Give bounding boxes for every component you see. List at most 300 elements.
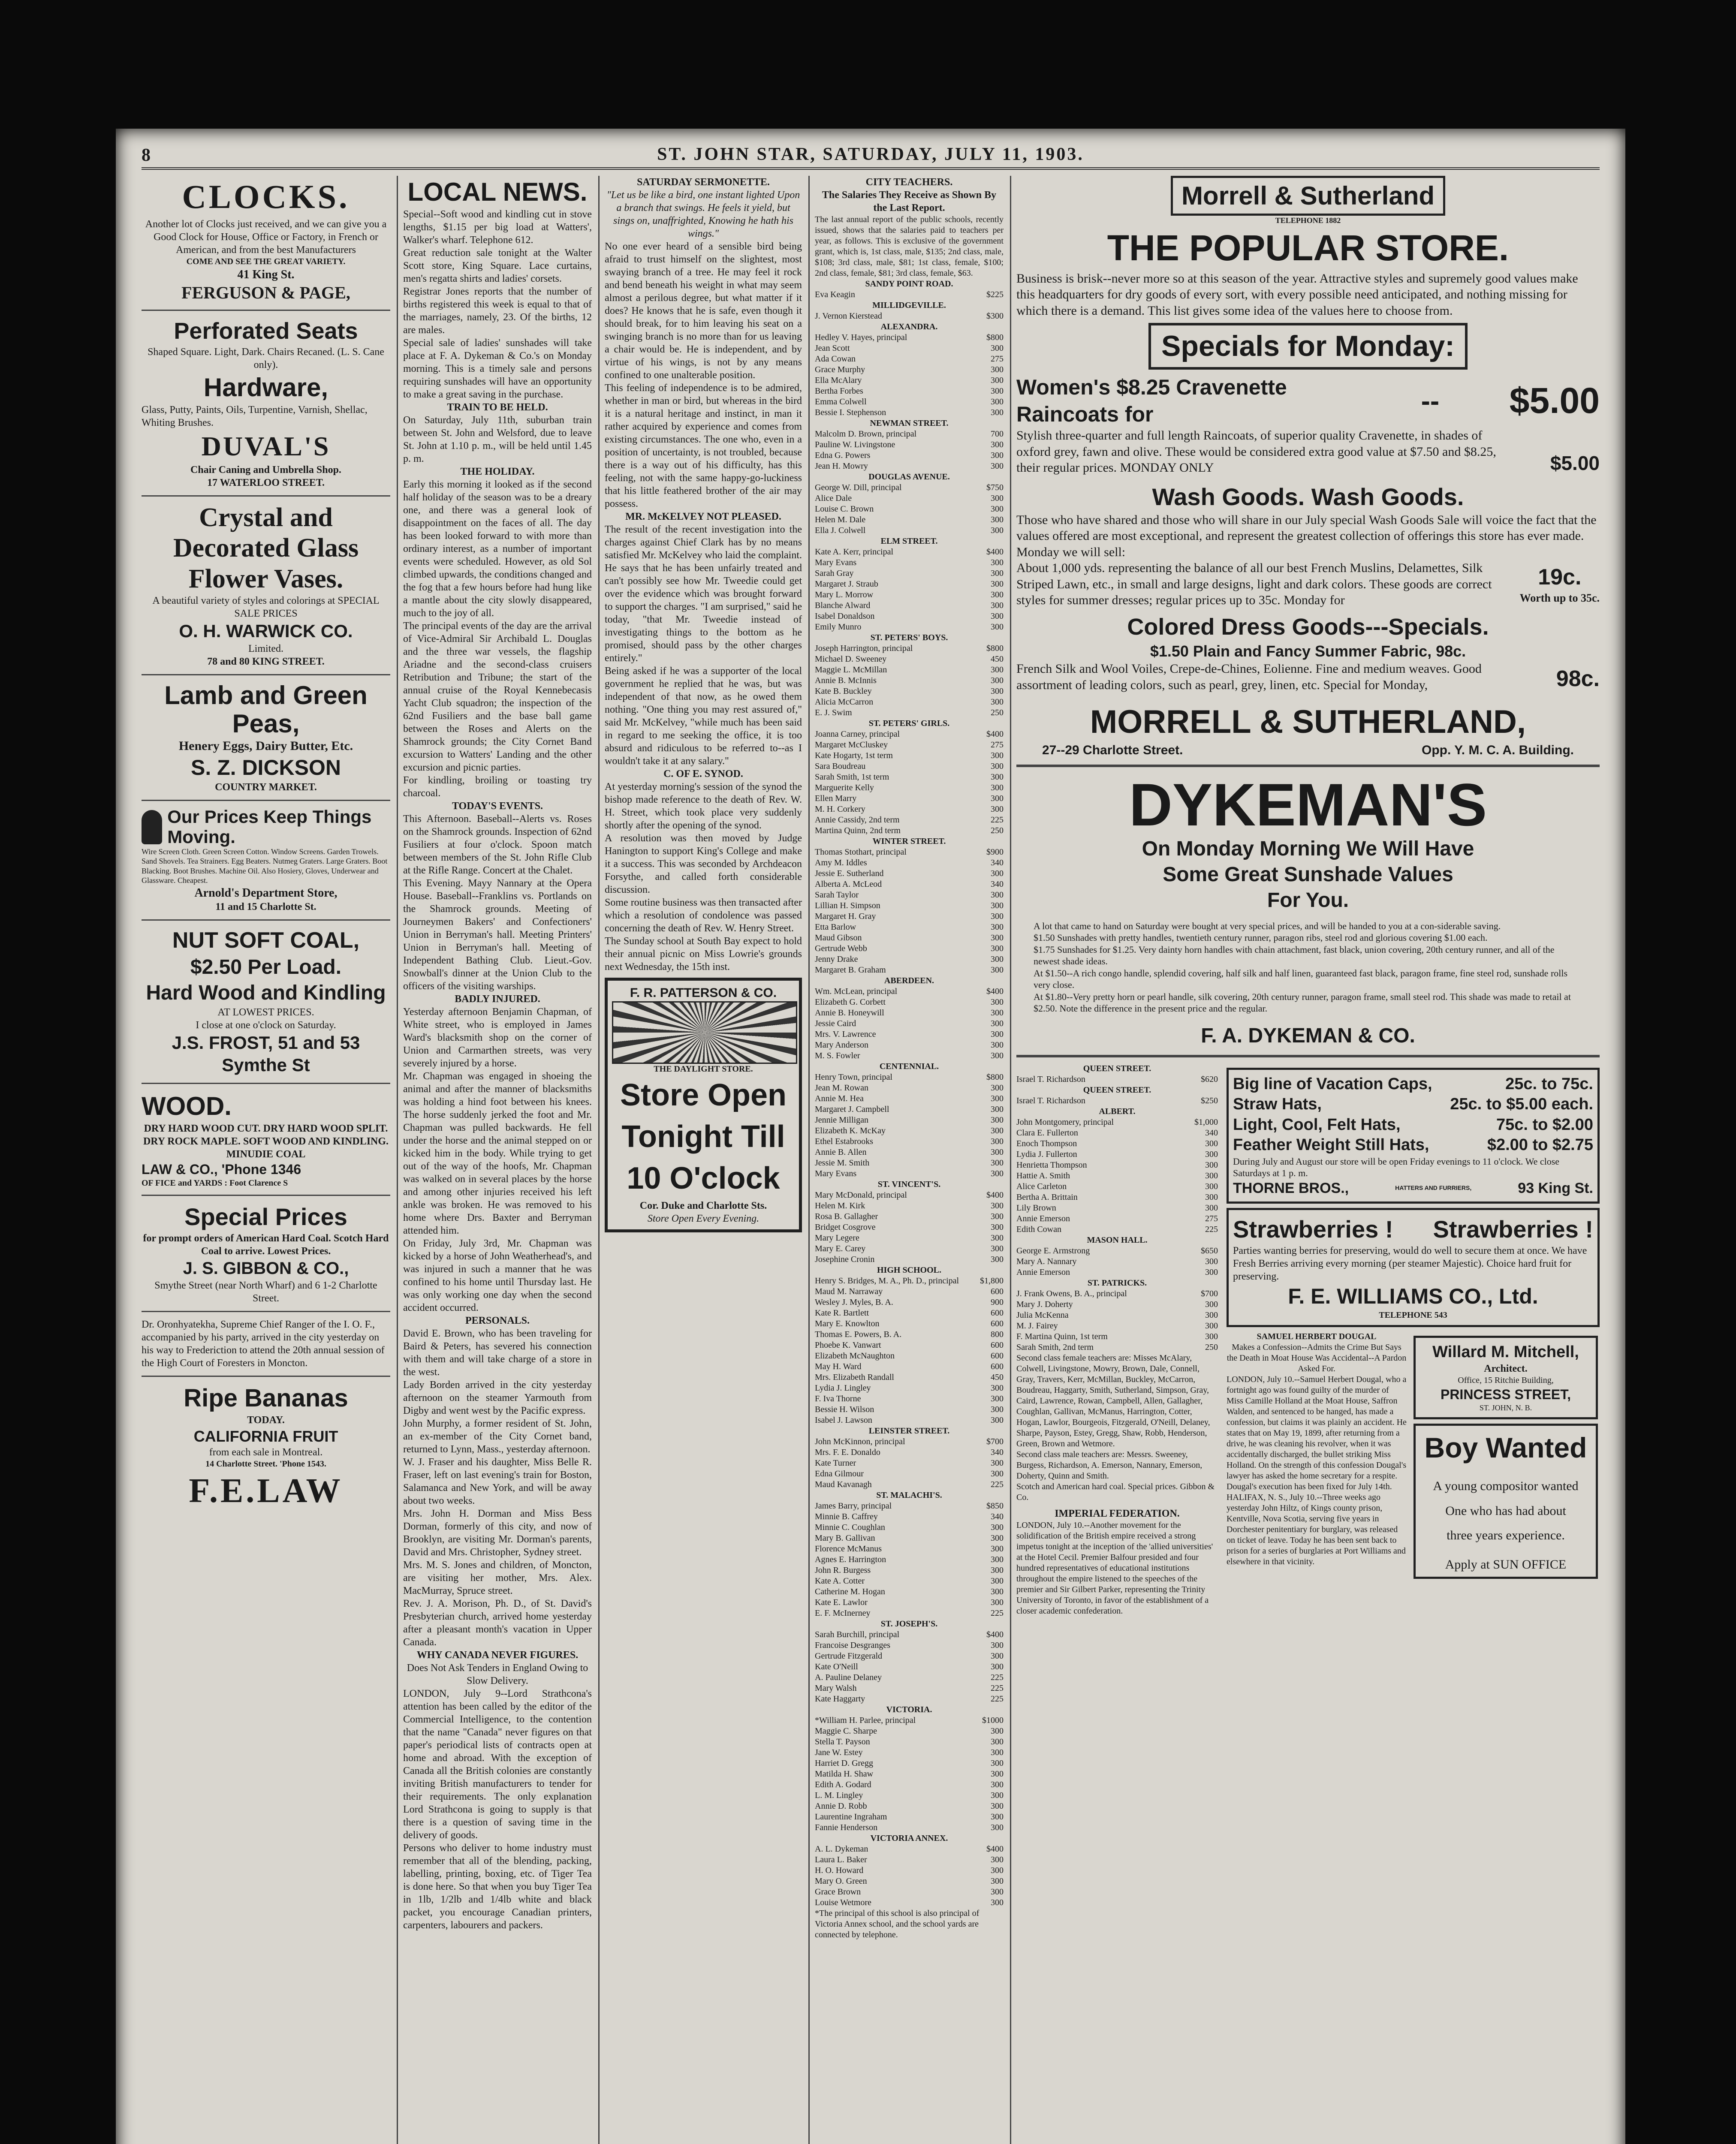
- heading-events: TODAY'S EVENTS.: [452, 801, 543, 812]
- teacher-row: [815, 1051, 1004, 1061]
- teacher-salary: $850: [986, 1501, 1004, 1511]
- wood-title: WOOD.: [142, 1091, 232, 1120]
- teacher-name: Kate O'Neill: [815, 1662, 858, 1671]
- local-news-p13: On Friday, July 3rd, Mr. Chapman was kicked by a horse of John Weatherhead's, and was injured in such a manner that he was confined to his home until Thursday last. He was only working one day when the second accident occurred.: [403, 1238, 592, 1313]
- teacher-salary: $300: [986, 311, 1004, 321]
- teacher-salary: 300: [991, 1255, 1004, 1264]
- teacher-row: [815, 1865, 1004, 1876]
- teacher-name: Israel T. Richardson: [1016, 1096, 1085, 1105]
- teacher-row: [815, 793, 1004, 804]
- heading-dougal: SAMUEL HERBERT DOUGAL: [1257, 1331, 1377, 1341]
- teacher-row: [815, 1018, 1004, 1029]
- perforated-seats-body: Shaped Square. Light, Dark. Chairs Recaned. (L. S. Cane only).: [148, 346, 384, 370]
- teacher-name: J. Frank Owens, B. A., principal: [1016, 1289, 1127, 1298]
- teacher-name: Alice Dale: [815, 494, 852, 503]
- column-teachers: [815, 176, 1004, 2144]
- divider: [142, 495, 390, 497]
- teacher-salary: 300: [991, 1651, 1004, 1661]
- teacher-name: Fannie Henderson: [815, 1823, 878, 1832]
- teacher-salary: $620: [1201, 1074, 1218, 1084]
- teacher-row: [815, 1544, 1004, 1554]
- teacher-name: Phoebe K. Vanwart: [815, 1340, 881, 1350]
- teacher-salary: 300: [991, 687, 1004, 696]
- teacher-salary: 300: [991, 579, 1004, 589]
- dougal-body: LONDON, July 10.--Samuel Herbert Dougal, who a fortnight ago was found guilty of the murder of Miss Camille Holland at the Moat House, Saffron Walden, and sentenced to be hanged, has made a confession, but claims it was plainly an accident. He states that on May 19, 1899, after returning from a drive, he was cleaning his revolver, when it was accidentally discharged, the bullet striking Miss Holland. On the strength of this confession Dougal's lawyer has asked the home secretary for a respite. Dougal's execution has been fixed for July 14th.: [1227, 1374, 1407, 1491]
- teacher-salary: 600: [991, 1319, 1004, 1328]
- teacher-name: Grace Murphy: [815, 365, 865, 374]
- thorne-item-label: Straw Hats,: [1233, 1095, 1322, 1113]
- dykeman-p1: A lot that came to hand on Saturday were bought at very special prices, and will be handed to you at a con-siderable saving.: [1034, 920, 1501, 931]
- teacher-row: [815, 1093, 1004, 1104]
- teacher-name: Edith Cowan: [1016, 1224, 1061, 1234]
- teacher-name: Stella T. Payson: [815, 1737, 870, 1747]
- teacher-row: [815, 1629, 1004, 1640]
- teacher-row: [815, 1211, 1004, 1222]
- teacher-row: [815, 1576, 1004, 1587]
- teacher-salary: 300: [991, 1876, 1004, 1886]
- store-open-headline: Store Open Tonight Till 10 O'clock: [620, 1078, 787, 1195]
- teacher-salary: 300: [991, 762, 1004, 771]
- teacher-name: Thomas E. Powers, B. A.: [815, 1330, 902, 1339]
- teacher-row: [815, 1769, 1004, 1780]
- teacher-name: Kate Haggarty: [815, 1694, 865, 1704]
- duval-title: DUVAL'S: [201, 431, 331, 461]
- teacher-salary: $750: [986, 483, 1004, 492]
- teacher-name: Agnes E. Harrington: [815, 1555, 886, 1564]
- local-news-p7: The principal events of the day are the arrival of Vice-Admiral Sir Archibald L. Douglas and the three war vessels, the flagship Ariadne and the second-class cruisers Retribution and Tribune; the start of the annual cruise of the Royal Kennebecasis Yacht Club squadron; the inspection of the 62nd Fusiliers and the base ball game between the Roses and Alerts on the Shamrock grounds; the City Cornet Band excursion to Watters' Landing and the other excursion and picnic parties.: [403, 620, 592, 773]
- colored-goods-title: Colored Dress Goods---Specials.: [1127, 614, 1489, 640]
- teacher-salary: 300: [991, 772, 1004, 782]
- teacher-name: Mary Anderson: [815, 1040, 868, 1050]
- thorne-ad: [1227, 1068, 1600, 1204]
- teacher-salary: 300: [991, 933, 1004, 943]
- teacher-salary: 300: [991, 611, 1004, 621]
- synod-p2: A resolution was then moved by Judge Hanington to support King's College and make it a success. This was seconded by Archdeacon Forsythe, and called forth considerable discussion.: [605, 833, 802, 895]
- sermonette-p2: This feeling of independence is to be admired, whether in man or bird, but whereas in the bird it is a natural heritage and instinct, in man it rather acquired by experience and comes from existing circumstances. The one who, even in a position of uncertainty, is not troubled, because there is a way out of his difficulty, has this feeling, not with the same happy-go-luckiness that his little feathered brother of the air may possess.: [605, 382, 802, 509]
- teachers-note: Second class female teachers are: Misses McAlary, Colwell, Livingstone, Mowry, Brown, Dale, Connell, Gray, Travers, Kerr, McMillan, Buckley, McCarron, Boudreau, Haggarty, Smith, Sutherland, Simpson, Gray, Caird, Lawrence, Rowan, Campbell, Allen, Gallagher, Coughlan, Gallivan, McManus, Harrington, Cotter, Hogan, Lawlor, Bourgeois, Fitzgerald, O'Neill, Delaney, Sharpe, Payson, Estey, Gregg, Shaw, Robb, Henderson, Green, Brown and Wetmore.: [1016, 1353, 1210, 1448]
- teacher-row: [1016, 1256, 1218, 1267]
- local-news-p18: Mrs. John H. Dorman and Miss Bess Dorman, formerly of this city, and now of Brooklyn, are visiting Mr. Dorman's parents, David and Mrs. Christopher, Sydney street.: [403, 1508, 592, 1558]
- morrell-sutherland-ad: [1016, 176, 1600, 759]
- boy-wanted-body-1: A young compositor wanted: [1433, 1479, 1579, 1493]
- thorne-item: [1233, 1135, 1593, 1156]
- teacher-row: [815, 1640, 1004, 1651]
- teacher-salary: 300: [991, 1576, 1004, 1586]
- teacher-name: Pauline W. Livingstone: [815, 440, 895, 449]
- wood-body: DRY HARD WOOD CUT. DRY HARD WOOD SPLIT. DRY ROCK MAPLE. SOFT WOOD AND KINDLING. MINUDIE COAL: [143, 1123, 389, 1160]
- school-name: ST. MALACHI'S.: [876, 1491, 942, 1500]
- teacher-name: Julia McKenna: [1016, 1310, 1069, 1320]
- teacher-row: [815, 622, 1004, 632]
- teacher-salary: 300: [991, 622, 1004, 632]
- boy-wanted-body-3: three years experience.: [1447, 1528, 1565, 1542]
- teacher-name: Mary E. Carey: [815, 1244, 866, 1253]
- teacher-row: [815, 1844, 1004, 1855]
- teacher-salary: 300: [991, 1083, 1004, 1093]
- column-ads-left: [142, 176, 390, 2144]
- local-news-title: LOCAL NEWS.: [407, 178, 588, 206]
- teacher-name: Martina Quinn, 2nd term: [815, 826, 901, 835]
- heading-train: TRAIN TO BE HELD.: [447, 402, 548, 413]
- divider: [142, 800, 390, 801]
- special-prices-title: Special Prices: [184, 1203, 347, 1230]
- teacher-name: Enoch Thompson: [1016, 1138, 1077, 1148]
- strawberries-2: Strawberries !: [1433, 1216, 1593, 1243]
- teacher-name: Jenny Drake: [815, 955, 858, 964]
- teacher-row: [815, 772, 1004, 783]
- teacher-row: [815, 1115, 1004, 1126]
- teacher-salary: 300: [1205, 1310, 1218, 1320]
- teacher-salary: 300: [991, 1030, 1004, 1039]
- teacher-salary: 300: [991, 890, 1004, 900]
- teacher-salary: 600: [991, 1362, 1004, 1371]
- imperial-body: LONDON, July 10.--Another movement for the solidification of the British empire received a strong impetus tonight at the inception of the 'allied universities' at the Hotel Cecil. Premier Balfour presided and four hundred representatives of educational institutions throughout the empire listened to the speeches of the premier and Sir Gilbert Parker, representing the Trinity University of Toronto, in favor of the establishment of a closer academic confederation.: [1016, 1520, 1213, 1616]
- divider: [142, 1376, 390, 1377]
- teacher-salary: 300: [991, 783, 1004, 792]
- teacher-salary: 300: [991, 1523, 1004, 1532]
- teacher-salary: 300: [991, 1801, 1004, 1811]
- teacher-salary: 300: [1205, 1149, 1218, 1159]
- teacher-name: Mrs. V. Lawrence: [815, 1030, 876, 1039]
- teacher-row: [815, 1554, 1004, 1565]
- teacher-salary: 300: [991, 376, 1004, 385]
- teacher-row: [815, 289, 1004, 300]
- teacher-row: [815, 965, 1004, 976]
- teacher-name: Francoise Desgranges: [815, 1641, 891, 1650]
- owl-icon: [142, 810, 162, 844]
- teacher-name: Henry S. Bridges, M. A., Ph. D., principal: [815, 1276, 959, 1286]
- teacher-row: [815, 397, 1004, 407]
- teacher-row: [815, 1222, 1004, 1233]
- divider: [142, 310, 390, 311]
- teacher-salary: $1000: [982, 1716, 1004, 1725]
- teacher-salary: 450: [991, 1373, 1004, 1382]
- teacher-name: E. F. McInerney: [815, 1608, 871, 1618]
- heading-teachers: CITY TEACHERS.: [865, 177, 953, 188]
- teacher-salary: $400: [986, 729, 1004, 739]
- teacher-row: [815, 515, 1004, 525]
- teacher-name: Florence McManus: [815, 1544, 882, 1554]
- teacher-salary: 225: [991, 1480, 1004, 1489]
- teacher-name: Maud Kavanagh: [815, 1480, 872, 1489]
- teacher-name: Grace Brown: [815, 1887, 861, 1897]
- teacher-salary: 300: [991, 343, 1004, 353]
- teacher-name: Ada Cowan: [815, 354, 856, 364]
- teacher-row: [815, 1126, 1004, 1136]
- teacher-name: Lydia J. Lingley: [815, 1383, 871, 1393]
- cravenette-body: Stylish three-quarter and full length Raincoats, of superior quality Cravenette, in shades of oxford grey, fawn and olive. These would be considered extra good value at $7.50 and $8.25, their regular prices. MONDAY ONLY: [1016, 428, 1496, 475]
- morrell-banner: Morrell & Sutherland: [1171, 176, 1445, 216]
- bananas-sub: TODAY.: [247, 1415, 285, 1426]
- teacher-row: [815, 311, 1004, 322]
- teacher-name: Bessie H. Wilson: [815, 1405, 874, 1414]
- teacher-row: [815, 1855, 1004, 1865]
- dykeman-ad: [1016, 773, 1600, 1049]
- synod-p3: Some routine business was then transacted after which a resolution of condolence was passed concerning the death of Rev. W. Henry Street.: [605, 897, 802, 934]
- teacher-row: [815, 1458, 1004, 1469]
- school-name: QUEEN STREET.: [1083, 1063, 1151, 1073]
- clocks-call: COME AND SEE THE GREAT VARIETY.: [186, 256, 346, 266]
- teacher-row: [815, 579, 1004, 590]
- teacher-row: [1016, 1074, 1218, 1085]
- teacher-row: [1016, 1342, 1218, 1353]
- teacher-row: [1016, 1138, 1218, 1149]
- teacher-name: Mrs. F. E. Donaldo: [815, 1448, 880, 1457]
- teacher-salary: 700: [991, 429, 1004, 439]
- teachers-note-3: Scotch and American hard coal. Special prices. Gibbon & Co.: [1016, 1482, 1215, 1502]
- mitchell-city: ST. JOHN, N. B.: [1479, 1403, 1532, 1412]
- coal-title: NUT SOFT COAL,: [172, 927, 360, 953]
- teacher-name: Isabel J. Lawson: [815, 1415, 872, 1425]
- dickson-sub: COUNTRY MARKET.: [215, 782, 317, 793]
- school-name: VICTORIA.: [886, 1705, 932, 1714]
- school-name: ST. PATRICKS.: [1087, 1278, 1147, 1288]
- teacher-name: Hedley V. Hayes, principal: [815, 333, 907, 342]
- teacher-row: [815, 1876, 1004, 1887]
- teacher-row: [815, 407, 1004, 418]
- teacher-row: [815, 890, 1004, 900]
- thorne-item: [1233, 1094, 1593, 1115]
- thorne-trade: HATTERS AND FURRIERS,: [1395, 1184, 1472, 1191]
- teacher-row: [815, 1104, 1004, 1115]
- teacher-salary: 300: [991, 1544, 1004, 1554]
- local-news-p22: LONDON, July 9--Lord Strathcona's attention has been called by the editor of the Commercial Intelligence, to the contention that the name "Canada" never figures on that paper's periodical lists of contracts open at home and abroad. With the exception of Canada all the British colonies are constantly inviting British manufacturers to tender for their requirements. The only explanation Lord Strathcona is going to supply is that there is a question of saving time in the delivery of goods.: [403, 1688, 592, 1841]
- strawberries-1: Strawberries !: [1233, 1216, 1393, 1243]
- muslins-row: [1016, 560, 1600, 608]
- teacher-salary: 300: [991, 1469, 1004, 1479]
- teacher-name: Jane W. Estey: [815, 1748, 863, 1757]
- teacher-name: Mary Evans: [815, 558, 857, 567]
- teacher-salary: 300: [991, 1533, 1004, 1543]
- teacher-row: [815, 364, 1004, 375]
- teacher-name: Gertrude Fitzgerald: [815, 1651, 883, 1661]
- teacher-salary: 450: [991, 654, 1004, 664]
- teacher-salary: 300: [991, 665, 1004, 675]
- teacher-salary: 800: [991, 1330, 1004, 1339]
- bottom-ads-row: [1227, 1331, 1600, 1584]
- teacher-salary: 300: [1205, 1181, 1218, 1191]
- dykeman-title: DYKEMAN'S: [1129, 771, 1487, 838]
- teacher-row: [815, 375, 1004, 386]
- teacher-salary: $700: [1201, 1289, 1218, 1298]
- teachers-footnote: *The principal of this school is also principal of Victoria Annex school, and the school yards are connected by telephone.: [815, 1909, 980, 1939]
- teacher-name: Jean H. Mowry: [815, 461, 868, 471]
- teacher-name: A. Pauline Delaney: [815, 1673, 882, 1682]
- teacher-salary: 300: [991, 397, 1004, 407]
- teacher-name: Edna Gilmour: [815, 1469, 864, 1479]
- thorne-item-label: Light, Cool, Felt Hats,: [1233, 1115, 1401, 1134]
- ferguson-page-name: FERGUSON & PAGE,: [181, 283, 350, 302]
- teacher-salary: 300: [991, 1587, 1004, 1596]
- school-name: ABERDEEN.: [884, 976, 934, 985]
- teacher-row: [815, 804, 1004, 815]
- teacher-row: [815, 1469, 1004, 1479]
- teacher-name: Ethel Estabrooks: [815, 1137, 874, 1146]
- wash-goods-title: Wash Goods. Wash Goods.: [1152, 483, 1464, 510]
- teacher-row: [815, 493, 1004, 504]
- dykeman-p2: $1.50 Sunshades with pretty handles, twentieth century runner, paragon ribs, steel rod and glorious covering $1.00 each.: [1034, 932, 1488, 943]
- teacher-name: H. O. Howard: [815, 1866, 864, 1875]
- teacher-row: [815, 847, 1004, 858]
- teacher-name: Mary Walsh: [815, 1683, 857, 1693]
- teacher-name: Isabel Donaldson: [815, 611, 875, 621]
- local-news-p1: Special--Soft wood and kindling cut in stove lengths, $1.15 per big load at Watters', Walker's wharf. Telephone 612.: [403, 209, 592, 246]
- column-rule: [808, 176, 810, 2144]
- hardware-body: Glass, Putty, Paints, Oils, Turpentine, Varnish, Shellac, Whiting Brushes.: [142, 404, 368, 428]
- teacher-name: George W. Dill, principal: [815, 483, 902, 492]
- teacher-name: John Montgomery, principal: [1016, 1117, 1114, 1127]
- teacher-name: Mary B. Gallivan: [815, 1533, 875, 1543]
- sermonette-verse: "Let us be like a bird, one instant lighted Upon a branch that swings. He feels it yield, but sings on, unaffrighted, Knowing he hath his wings.": [606, 190, 800, 239]
- teacher-salary: 300: [991, 590, 1004, 599]
- divider: [1016, 1055, 1600, 1057]
- hardware-title: Hardware,: [203, 373, 329, 402]
- teacher-salary: 600: [991, 1351, 1004, 1361]
- teacher-salary: $1,000: [1194, 1117, 1218, 1127]
- teacher-name: Louise C. Brown: [815, 504, 874, 514]
- teacher-salary: 300: [991, 1887, 1004, 1897]
- teacher-salary: 340: [991, 1512, 1004, 1521]
- teacher-row: [1016, 1289, 1218, 1299]
- teacher-salary: 300: [991, 504, 1004, 514]
- colored-goods-price: 98c.: [1556, 666, 1600, 691]
- local-news-p14: David E. Brown, who has been traveling for Baird & Peters, has severed his connection with them and will take charge of a store in the west.: [403, 1328, 592, 1378]
- dykeman-p3: $1.75 Sunshades for $1.25. Very dainty horn handles with chain attachment, fast black, union covering, 20th century runner, and all of the newest shade ideas.: [1034, 944, 1555, 967]
- teacher-name: Etta Barlow: [815, 922, 856, 932]
- teacher-salary: 340: [991, 879, 1004, 889]
- teacher-salary: 300: [991, 1662, 1004, 1671]
- teacher-salary: 300: [991, 1405, 1004, 1414]
- arnold-address: 11 and 15 Charlotte St.: [215, 901, 316, 912]
- teacher-salary: $400: [986, 547, 1004, 557]
- teacher-salary: 300: [991, 1555, 1004, 1564]
- local-news-p2: Great reduction sale tonight at the Walter Scott store, King Square. Lace curtains, men's regatta shirts and ladies' corsets.: [403, 247, 592, 284]
- teacher-name: George E. Armstrong: [1016, 1246, 1090, 1256]
- column-rule: [598, 176, 600, 2144]
- thorne-item-price: $2.00 to $2.75: [1487, 1136, 1593, 1154]
- teacher-row: [1016, 1149, 1218, 1160]
- lower-right-ads: [1227, 1063, 1600, 1617]
- teacher-name: Ella J. Colwell: [815, 526, 866, 535]
- teacher-row: [815, 1447, 1004, 1458]
- coal-price: $2.50 Per Load.: [190, 955, 342, 979]
- mitchell-street: PRINCESS STREET,: [1440, 1387, 1571, 1402]
- thorne-item-price: 25c. to $5.00 each.: [1450, 1095, 1593, 1113]
- teacher-name: Hattie A. Smith: [1016, 1171, 1070, 1180]
- teacher-salary: $900: [986, 847, 1004, 857]
- teacher-row: [815, 1662, 1004, 1672]
- thorne-price-list: [1233, 1074, 1593, 1156]
- teacher-salary: 225: [991, 1608, 1004, 1618]
- teacher-salary: 600: [991, 1308, 1004, 1318]
- teacher-row: [815, 997, 1004, 1008]
- teacher-salary: 300: [1205, 1138, 1218, 1148]
- teacher-name: Bessie I. Stephenson: [815, 408, 886, 417]
- teacher-name: Margaret H. Gray: [815, 912, 876, 921]
- teacher-salary: 225: [1205, 1224, 1218, 1234]
- teacher-salary: 340: [1205, 1128, 1218, 1138]
- teacher-salary: 300: [1205, 1171, 1218, 1180]
- teacher-name: Joanna Carney, principal: [815, 729, 900, 739]
- teacher-name: Annie M. Hea: [815, 1094, 864, 1103]
- teacher-row: [815, 922, 1004, 933]
- teacher-salary: 300: [991, 1394, 1004, 1403]
- teacher-row: [815, 1072, 1004, 1083]
- teacher-salary: 300: [991, 515, 1004, 524]
- dykeman-p4: At $1.50--A rich congo handle, splendid covering, half silk and half linen, guaranteed fast black, paragon frame, fine steel rod, sunshade rolls very close.: [1034, 967, 1568, 990]
- school-name: ST. VINCENT'S.: [877, 1180, 941, 1189]
- school-name: ALBERT.: [1099, 1106, 1136, 1116]
- teacher-salary: 300: [1205, 1256, 1218, 1266]
- teacher-salary: 300: [1205, 1267, 1218, 1277]
- teacher-salary: 300: [1205, 1321, 1218, 1331]
- teacher-salary: 300: [991, 440, 1004, 449]
- teacher-salary: $800: [986, 644, 1004, 653]
- teacher-row: [815, 440, 1004, 450]
- heading-holiday: THE HOLIDAY.: [460, 466, 535, 477]
- teacher-name: F. Martina Quinn, 1st term: [1016, 1331, 1108, 1341]
- teacher-name: Blanche Alward: [815, 601, 871, 610]
- teacher-row: [815, 1415, 1004, 1426]
- lamb-body: Henery Eggs, Dairy Butter, Etc.: [178, 739, 353, 753]
- cravenette-title: Women's $8.25 Cravenette Raincoats for: [1016, 375, 1287, 426]
- clocks-title: CLOCKS.: [182, 178, 350, 215]
- page-number: 8: [142, 145, 152, 165]
- teacher-name: Mary J. Doherty: [1016, 1299, 1073, 1309]
- teacher-name: Mary Evans: [815, 1169, 857, 1178]
- teacher-row: [1016, 1299, 1218, 1310]
- sunburst-image: [612, 1001, 797, 1064]
- teacher-row: [815, 868, 1004, 879]
- teacher-salary: 300: [991, 569, 1004, 578]
- heading-mckelvey: MR. McKELVEY NOT PLEASED.: [625, 511, 781, 522]
- colored-goods-sub: $1.50 Plain and Fancy Summer Fabric, 98c.: [1150, 642, 1466, 660]
- divider: [142, 1311, 390, 1312]
- teacher-row: [815, 1897, 1004, 1908]
- wash-goods-body: Those who have shared and those who will share in our July special Wash Goods Sale will voice the fact that the values offered are most exceptional, and represent the greatest collection of offerings this store has ever made. Monday we will sell:: [1016, 512, 1597, 559]
- local-news-p12: Mr. Chapman was engaged in shoeing the animal and after the manner of blacksmiths was holding a hind foot between his knees. The horse suddenly jerked the foot and Mr. Chapman was pulled backwards. He fell under the horse and the animal stepped on or kicked him in the body. While trying to get out of the way of the hoofs, Mr. Chapman was walked on in several places by the horse and among other injuries received his left ankle was broken. He was removed to his home where Drs. Baxter and Berryman attended him.: [403, 1071, 592, 1236]
- teacher-name: Margaret J. Campbell: [815, 1105, 889, 1114]
- teacher-salary: 300: [991, 1769, 1004, 1779]
- teacher-name: Mary L. Morrow: [815, 590, 874, 599]
- teacher-salary: 300: [991, 1737, 1004, 1747]
- teacher-salary: 300: [991, 965, 1004, 975]
- teacher-salary: $800: [986, 1072, 1004, 1082]
- cravenette-row: [1016, 374, 1600, 428]
- school-name: LEINSTER STREET.: [868, 1426, 950, 1436]
- masthead-title: ST. JOHN STAR, SATURDAY, JULY 11, 1903.: [657, 145, 1084, 164]
- teacher-row: [815, 1029, 1004, 1040]
- local-news-p8: For kindling, broiling or toasting try charcoal.: [403, 775, 592, 799]
- teacher-row: [815, 1436, 1004, 1447]
- teacher-salary: 300: [991, 955, 1004, 964]
- dykeman-sub-3: For You.: [1267, 888, 1349, 912]
- teacher-name: Kate Turner: [815, 1458, 856, 1468]
- heading-sermonette: SATURDAY SERMONETTE.: [637, 177, 770, 188]
- teacher-salary: 225: [991, 1694, 1004, 1704]
- teacher-row: [1016, 1321, 1218, 1331]
- warwick-address: 78 and 80 KING STREET.: [207, 656, 325, 668]
- teacher-row: [815, 429, 1004, 440]
- teacher-name: Kate B. Buckley: [815, 687, 872, 696]
- colored-row: [1016, 661, 1600, 693]
- teacher-salary: 250: [991, 826, 1004, 835]
- teacher-salary: $225: [986, 290, 1004, 299]
- teacher-salary: 300: [991, 944, 1004, 953]
- teacher-name: Jessie M. Smith: [815, 1158, 870, 1168]
- heading-injured: BADLY INJURED.: [455, 994, 540, 1005]
- teacher-name: Kate A. Cotter: [815, 1576, 865, 1586]
